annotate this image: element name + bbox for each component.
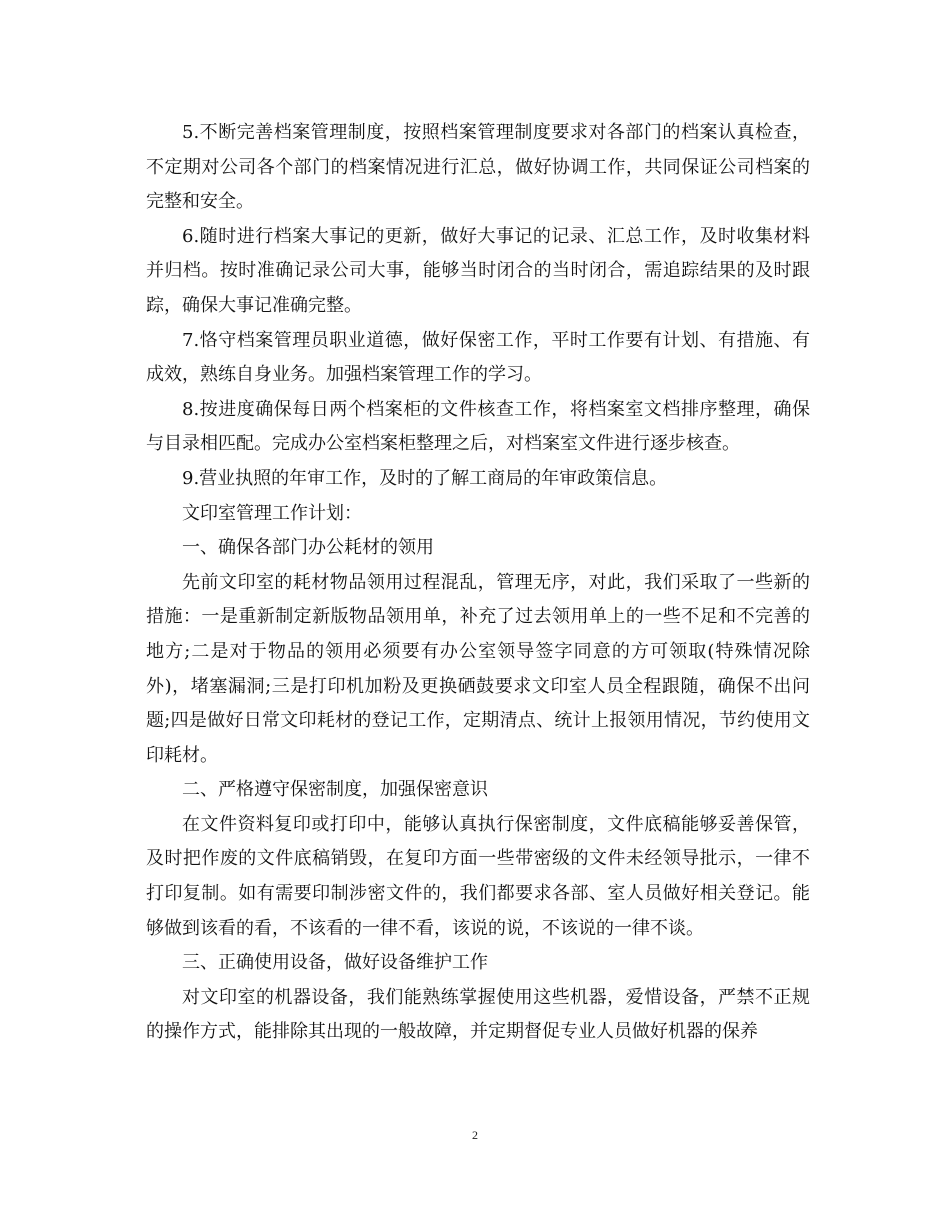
paragraph-equipment: 对文印室的机器设备，我们能熟练掌握使用这些机器，爱惜设备，严禁不正规的操作方式，能排除其出现的一般故障，并定期督促专业人员做好机器的保养 [146,986,810,1043]
paragraph-consumables: 先前文印室的耗材物品领用过程混乱，管理无序，对此，我们采取了一些新的措施：一是重新制定新版物品领用单，补充了过去领用单上的一些不足和不完善的地方;二是对于物品的领用必须要有办公室领导签字同意的方可领取(特殊情况除外)，堵塞漏洞;三是打印机加粉及更换硒鼓要求文印室人员全程跟随，确保不出问题;四是做好日常文印耗材的登记工作，定期清点、统计上报领用情况，节约使用文印耗材。 [146,571,810,766]
document-body [146,116,810,1050]
paragraph-item-8: 8.按进度确保每日两个档案柜的文件核查工作，将档案室文档排序整理，确保与目录相匹配。完成办公室档案柜整理之后，对档案室文件进行逐步核查。 [146,398,810,455]
subheading-equipment: 三、正确使用设备，做好设备维护工作 [182,952,488,974]
paragraph-item-7: 7.恪守档案管理员职业道德，做好保密工作，平时工作要有计划、有措施、有成效，熟练自身业务。加强档案管理工作的学习。 [146,329,810,386]
paragraph-item-9: 9.营业执照的年审工作，及时的了解工商局的年审政策信息。 [182,467,668,489]
page-number: 2 [472,1128,478,1142]
paragraph-confidentiality: 在文件资料复印或打印中，能够认真执行保密制度，文件底稿能够妥善保管，及时把作废的文件底稿销毁，在复印方面一些带密级的文件未经领导批示，一律不打印复制。如有需要印制涉密文件的，我们都要求各部、室人员做好相关登记。能够做到该看的看，不该看的一律不看，该说的说，不该说的一律不谈。 [146,813,810,939]
subheading-consumables: 一、确保各部门办公耗材的领用 [182,537,434,559]
paragraph-item-5: 5.不断完善档案管理制度，按照档案管理制度要求对各部门的档案认真检查，不定期对公司各个部门的档案情况进行汇总，做好协调工作，共同保证公司档案的完整和安全。 [146,122,810,213]
section-heading-print-room-plan: 文印室管理工作计划： [182,502,362,524]
subheading-confidentiality: 二、严格遵守保密制度，加强保密意识 [182,779,488,801]
paragraph-item-6: 6.随时进行档案大事记的更新，做好大事记的记录、汇总工作，及时收集材料并归档。按时准确记录公司大事，能够当时闭合的当时闭合，需追踪结果的及时跟踪，确保大事记准确完整。 [146,225,810,316]
